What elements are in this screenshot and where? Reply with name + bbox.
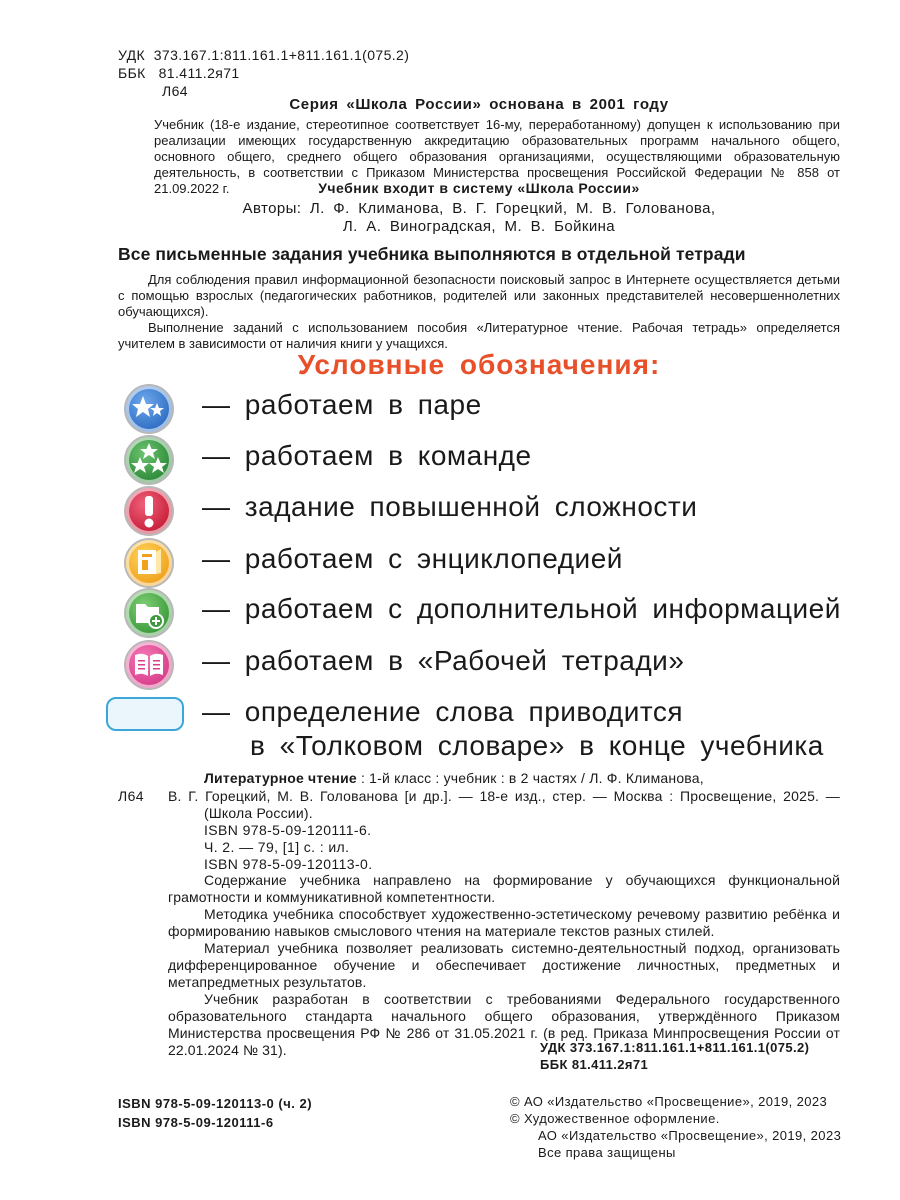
encyclopedia-icon <box>126 540 172 586</box>
legend-text-dictionary-2: в «Толковом словаре» в конце учебника <box>250 730 824 761</box>
legend-text-team: — работаем в команде <box>202 440 532 471</box>
legend-text-hard: — задание повышенной сложности <box>202 491 698 522</box>
bibliography-isbn-2: ISBN 978-5-09-120113-0. <box>204 856 373 872</box>
workbook-icon <box>126 642 172 688</box>
author-mark: Л64 <box>162 83 188 99</box>
series-line: Серия «Школа России» основана в 2001 году <box>289 96 669 113</box>
legend-text-workbook: — работаем в «Рабочей тетради» <box>202 645 685 676</box>
exclamation-icon <box>126 488 172 534</box>
bibliography-isbns <box>204 822 372 873</box>
legend-item-dictionary <box>106 695 836 765</box>
workbook-text: Выполнение заданий с использованием пособия «Литературное чтение. Рабочая тетрадь» определяется учителем в зависимости от наличия книги у учащихся. <box>118 320 840 351</box>
bibliography-codes <box>540 1039 809 1073</box>
udk-value: 373.167.1:811.161.1+811.161.1(075.2) <box>153 47 410 63</box>
legend-text-extra-info: — работаем с дополнительной информацией <box>202 593 841 624</box>
bibliography-title: Литературное чтение <box>204 770 357 786</box>
copyright-line-4: Все права защищены <box>538 1145 676 1160</box>
bibliography-annotation <box>168 872 840 1059</box>
isbn-set: ISBN 978-5-09-120111-6 <box>118 1115 274 1130</box>
bibliography-block <box>204 770 840 787</box>
safety-text: Для соблюдения правил информационной безопасности поисковый запрос в Интернете осуществляется детьми с помощью взрослых (педагогических работников, родителей или законных представителей несовершеннолетних обучающихся). <box>118 272 840 319</box>
udk-footer: УДК 373.167.1:811.161.1+811.161.1(075.2) <box>540 1040 810 1055</box>
bbk-value: 81.411.2я71 <box>158 65 240 81</box>
bibliography-continuation: В. Г. Горецкий, М. В. Голованова [и др.]. — 18-е изд., стер. — Москва : Просвещение, 2025. — (Школа России). <box>168 788 840 821</box>
authors-line-1: Авторы: Л. Ф. Климанова, В. Г. Горецкий, М. В. Голованова, <box>242 200 716 217</box>
copyright-line-2: © Художественное оформление. <box>510 1111 720 1126</box>
authors-line-2: Л. А. Виноградская, М. В. Бойкина <box>342 218 616 235</box>
bbk-label: ББК <box>118 65 146 81</box>
copyright-line-1: © АО «Издательство «Просвещение», 2019, 2023 <box>510 1094 828 1109</box>
isbn-part-2: ISBN 978-5-09-120113-0 (ч. 2) <box>118 1096 313 1111</box>
bibliography-line-1: : 1-й класс : учебник : в 2 частях / Л. Ф. Климанова, <box>356 770 704 786</box>
legend-text-encyclopedia: — работаем с энциклопедией <box>202 543 623 574</box>
folder-add-icon <box>126 590 172 636</box>
annotation-para-3: Материал учебника позволяет реализовать системно-деятельностный подход, организовать дифференцированное обучение и обеспечивает достижение личностных, предметных и метапредметных результатов. <box>168 940 840 990</box>
bibliography-part: Ч. 2. — 79, [1] с. : ил. <box>204 839 350 855</box>
team-work-icon <box>126 437 172 483</box>
copyright-block <box>510 1093 841 1161</box>
udk-header <box>118 46 409 100</box>
copyright-line-3: АО «Издательство «Просвещение», 2019, 2023 <box>538 1128 842 1143</box>
bibliography-isbn-1: ISBN 978-5-09-120111-6. <box>204 822 372 838</box>
legend-text-pair: — работаем в паре <box>202 389 482 420</box>
footer-isbns <box>118 1094 312 1132</box>
bibliography-mark: Л64 <box>118 788 144 804</box>
dictionary-frame-icon <box>106 697 184 731</box>
annotation-para-1: Содержание учебника направлено на формирование у обучающихся функциональной грамотности и коммуникативной компетентности. <box>168 872 840 905</box>
annotation-para-4: Учебник разработан в соответствии с требованиями Федерального государственного образовательного стандарта начального общего образования, утверждённого Приказом Министерства просвещения РФ № 286 от 31.05.2021 г. (в ред. Приказа Минпросвещения России от 22.01.2024 № 31). <box>168 991 840 1058</box>
legend-title: Условные обозначения: <box>297 349 661 380</box>
authors <box>118 200 840 236</box>
udk-label: УДК <box>118 47 146 63</box>
annotation-para-2: Методика учебника способствует художественно-эстетическому речевому развитию ребёнка и формированию навыков смыслового чтения на материале текстов разных стилей. <box>168 906 840 939</box>
system-line: Учебник входит в систему «Школа России» <box>318 180 640 196</box>
legend-text-dictionary-1: — определение слова приводится <box>202 696 684 727</box>
pair-work-icon <box>126 386 172 432</box>
approval-text: Учебник (18-е издание, стереотипное соответствует 16-му, переработанному) допущен к использованию при реализации имеющих государственную аккредитацию образовательных программ начального общего, основного общего, среднего общего образования организациями, осуществляющими образовательную деятельность, в соответствии с Приказом Министерства просвещения Российской Федерации № 858 от 21.09.2022 г. <box>154 117 840 196</box>
bbk-footer: ББК 81.411.2я71 <box>540 1057 649 1072</box>
notebook-notice: Все письменные задания учебника выполняются в отдельной тетради <box>118 244 746 264</box>
